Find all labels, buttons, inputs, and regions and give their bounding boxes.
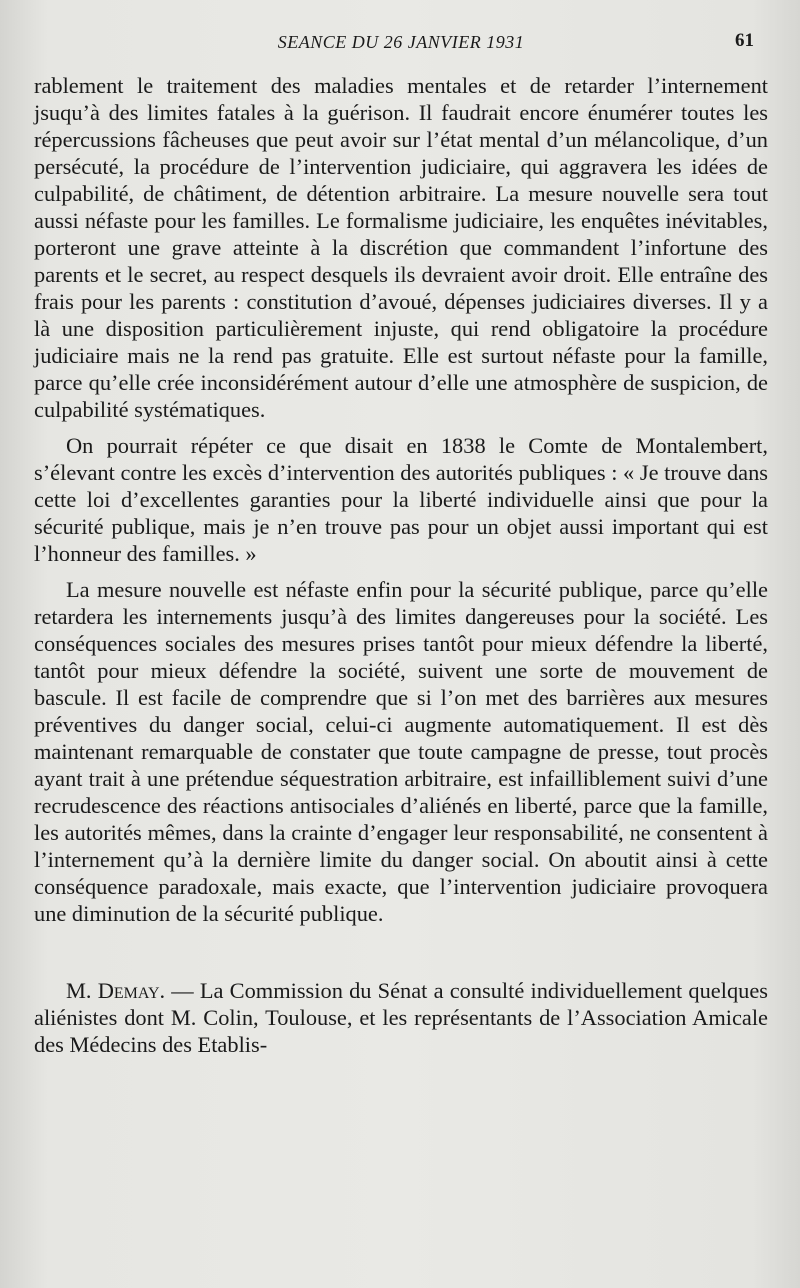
running-title: SEANCE DU 26 JANVIER 1931 [277, 32, 525, 52]
speaker-name: M. Demay. [66, 978, 166, 1003]
paragraph-public-safety: La mesure nouvelle est néfaste enfin pour la sécurité publique, parce qu’elle retardera les internements jusqu’à des limites dangereuses pour la société. Les conséquences sociales des mesures prises tantôt pour mieux défendre la liberté, tantôt pour mieux défendre la société, suivent une sorte de mouvement de bascule. Il est facile de comprendre que si l’on met des barrières aux mesures préventives du danger social, celui-ci augmente automatiquement. Il est dès maintenant remarquable de constater que toute campagne de presse, tout procès ayant trait à une prétendue séquestration arbitraire, est infailliblement suivi d’une recrudescence des réactions antisociales d’aliénés en liberté, parce que la famille, les autorités mêmes, dans la crainte d’engager leur responsabilité, ne consentent à l’internement qu’à la dernière limite du danger social. On aboutit ainsi à cette conséquence paradoxale, mais exacte, que l’intervention judiciaire provoquera une diminution de la sécurité publique. [34, 577, 768, 926]
page-number: 61 [735, 30, 754, 51]
paragraph-montalembert-quote: On pourrait répéter ce que disait en 1838 le Comte de Montalembert, s’élevant contre les excès d’intervention des autorités publiques : « Je trouve dans cette loi d’excellentes garanties pour la liberté individuelle ainsi que pour la sécurité publique, mais je n’en trouve pas pour un objet aussi important qui est l’honneur des familles. » [34, 433, 768, 566]
body-text [34, 72, 768, 1058]
speaker-text: — La Commission du Sénat a consulté individuellement quelques aliénistes dont M. Colin, Toulouse, et les représentants de l’Association Amicale des Médecins des Etablis- [34, 978, 768, 1057]
running-header [34, 28, 768, 56]
paragraph-continued: rablement le traitement des maladies mentales et de retarder l’internement jsuqu’à des limites fatales à la guérison. Il faudrait encore énumérer toutes les répercussions fâcheuses que peut avoir sur l’état mental d’un mélancolique, d’un persécuté, la procédure de l’intervention judiciaire, qui aggravera les idées de culpabilité, de châtiment, de détention arbitraire. La mesure nouvelle sera tout aussi néfaste pour les familles. Le formalisme judiciaire, les enquêtes inévitables, porteront une grave atteinte à la discrétion que commandent l’infortune des parents et le secret, au respect desquels ils devraient avoir droit. Elle entraîne des frais pour les parents : constitution d’avoué, dépenses judiciaires diverses. Il y a là une disposition particulièrement injuste, qui rend obligatoire la procédure judiciaire mais ne la rend pas gratuite. Elle est surtout néfaste pour la famille, parce qu’elle crée inconsidérément autour d’elle une atmosphère de suspicion, de culpabilité systématiques. [34, 73, 768, 422]
speaker-paragraph [34, 977, 768, 1058]
